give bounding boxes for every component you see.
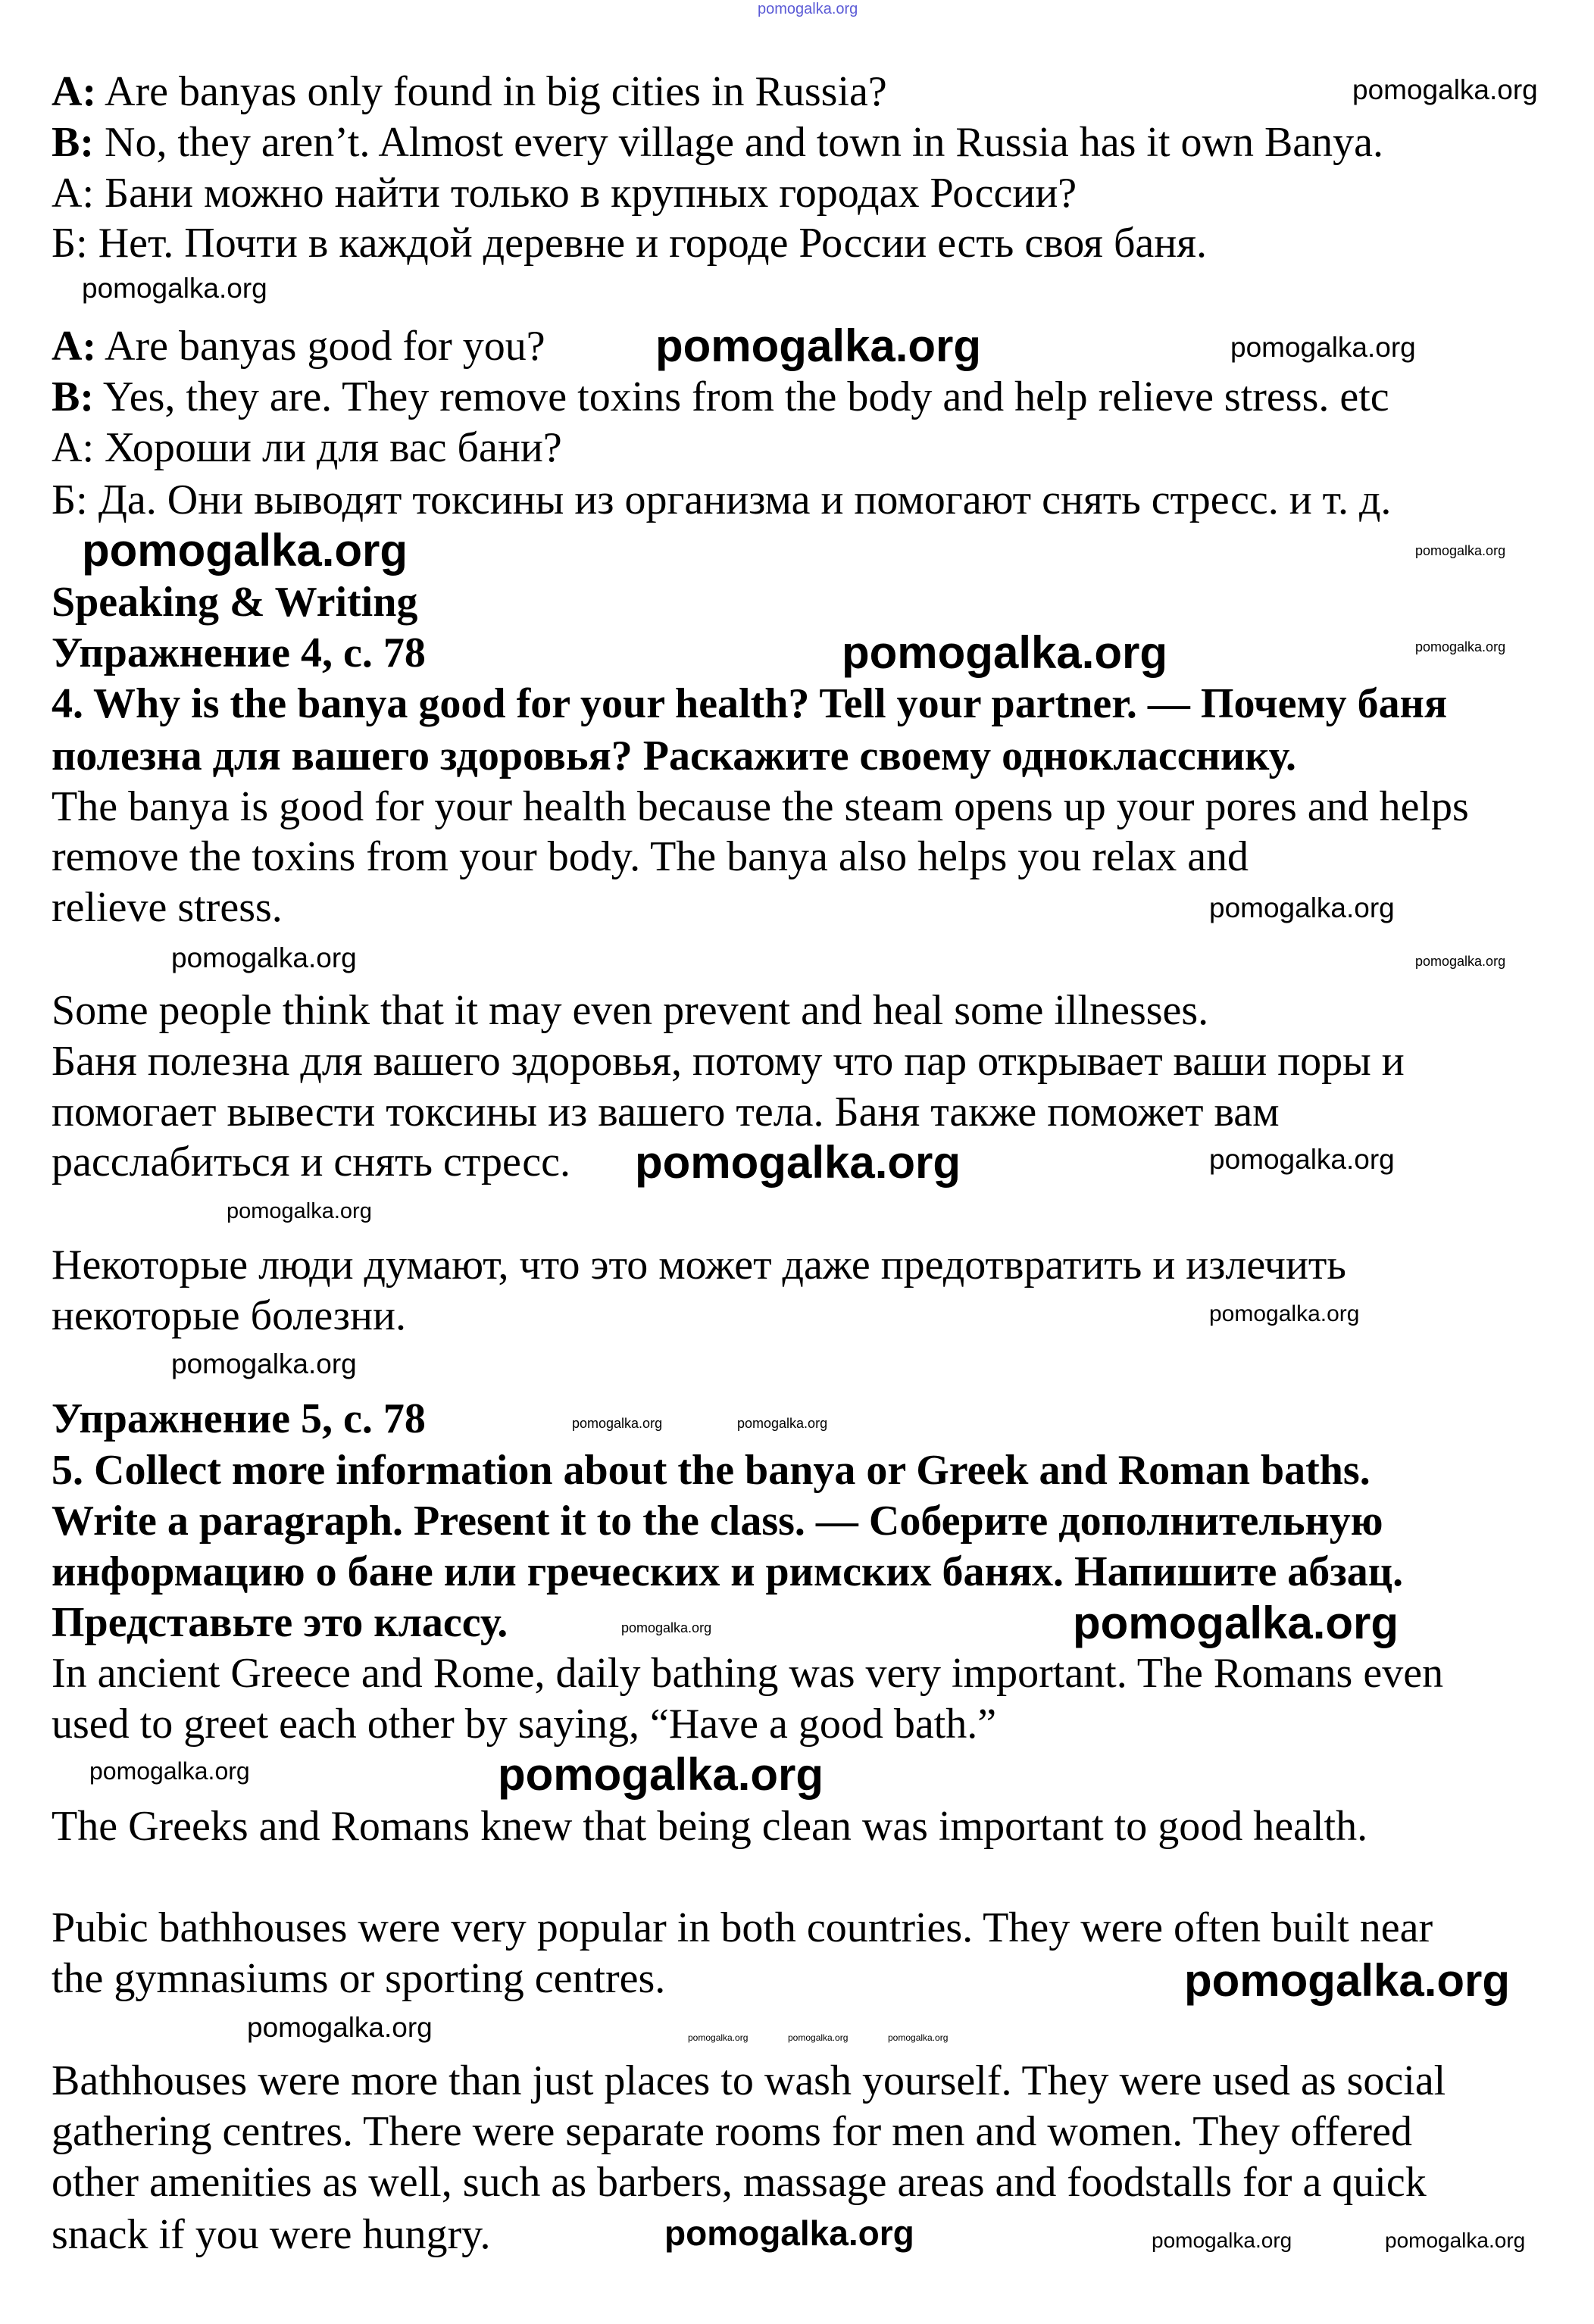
exercise-5-task: 5. Collect more information about the banya or Greek and Roman baths. [52,1447,1371,1494]
watermark: pomogalka.org [227,1199,372,1223]
section-heading: Speaking & Writing [52,579,418,626]
dialogue-line-b2-ru: Б: Да. Они выводят токсины из организма и помогают снять стресс. и т. д. [52,476,1392,523]
watermark: pomogalka.org [171,1348,357,1379]
watermark: pomogalka.org [1152,2229,1292,2252]
watermark: pomogalka.org [621,1620,712,1635]
watermark: pomogalka.org [1230,332,1416,363]
exercise-5-heading: Упражнение 5, с. 78 [52,1395,426,1442]
answer-line-ru: Баня полезна для вашего здоровья, потому что пар открывает ваши поры и [52,1038,1405,1085]
dialogue-line-b1 [52,117,1383,168]
watermark: pomogalka.org [737,1416,828,1431]
answer-line: used to greet each other by saying, “Have a good bath.” [52,1701,997,1748]
line-text: No, they aren’t. Almost every village and town in Russia has it own Banya. [94,119,1384,166]
watermark: pomogalka.org [1385,2229,1526,2252]
watermark: pomogalka.org [572,1416,663,1431]
answer-line: The banya is good for your health because the steam opens up your pores and helps [52,783,1469,830]
answer-line: Some people think that it may even prevent and heal some illnesses. [52,987,1209,1034]
answer-line: snack if you were hungry. [52,2211,491,2258]
watermark: pomogalka.org [1184,1955,1511,2006]
watermark: pomogalka.org [758,1,858,17]
dialogue-line-a1-ru: А: Бани можно найти только в крупных городах России? [52,170,1077,217]
exercise-4-heading: Упражнение 4, с. 78 [52,629,426,676]
line-text: Are banyas only found in big cities in Russia? [96,68,887,115]
answer-line-ru: помогает вывести токсины из вашего тела. Баня также поможет вам [52,1089,1280,1135]
dialogue-line-a1 [52,67,887,117]
speaker-label: B: [52,119,94,166]
watermark: pomogalka.org [1415,639,1506,654]
answer-line: Bathhouses were more than just places to wash yourself. They were used as social [52,2057,1446,2104]
line-text: Yes, they are. They remove toxins from the body and help relieve stress. etc [94,373,1389,420]
watermark: pomogalka.org [1352,74,1538,105]
dialogue-line-b1-ru: Б: Нет. Почти в каждой деревне и городе России есть своя баня. [52,220,1208,267]
watermark: pomogalka.org [89,1757,250,1785]
watermark: pomogalka.org [1209,1301,1360,1326]
dialogue-line-b2 [52,372,1389,423]
answer-line: The Greeks and Romans knew that being clean was important to good health. [52,1803,1368,1850]
speaker-label: A: [52,323,97,370]
watermark: pomogalka.org [1415,543,1506,558]
speaker-label: A: [52,68,97,115]
watermark: pomogalka.org [842,627,1168,678]
dialogue-line-a2 [52,321,545,372]
watermark: pomogalka.org [1415,954,1506,969]
answer-line-ru: расслабиться и снять стресс. [52,1139,570,1185]
watermark: pomogalka.org [664,2213,914,2253]
exercise-5-task: Write a paragraph. Present it to the class. — Соберите дополнительную [52,1498,1383,1545]
watermark: pomogalka.org [688,2032,749,2043]
answer-line-ru: Некоторые люди думают, что это может даже предотвратить и излечить [52,1242,1346,1289]
exercise-5-task: информацию о бане или греческих и римских банях. Напишите абзац. [52,1548,1404,1595]
watermark: pomogalka.org [635,1137,961,1188]
answer-line: remove the toxins from your body. The banya also helps you relax and [52,833,1249,880]
watermark: pomogalka.org [655,320,982,371]
answer-line: Pubic bathhouses were very popular in both countries. They were often built near [52,1904,1433,1951]
answer-line: gathering centres. There were separate rooms for men and women. They offered [52,2108,1412,2155]
watermark: pomogalka.org [247,2012,433,2043]
watermark: pomogalka.org [171,942,357,973]
line-text: Are banyas good for you? [96,323,545,370]
exercise-4-task: 4. Why is the banya good for your health? Tell your partner. — Почему баня [52,680,1448,727]
watermark: pomogalka.org [498,1749,824,1800]
answer-line: the gymnasiums or sporting centres. [52,1955,666,2002]
watermark: pomogalka.org [1209,1144,1395,1175]
answer-line: In ancient Greece and Rome, daily bathing was very important. The Romans even [52,1650,1444,1697]
answer-line: other amenities as well, such as barbers, massage areas and foodstalls for a quick [52,2159,1427,2206]
answer-line-ru: некоторые болезни. [52,1292,406,1339]
speaker-label: B: [52,373,94,420]
watermark: pomogalka.org [82,273,267,304]
watermark: pomogalka.org [1209,892,1395,923]
watermark: pomogalka.org [788,2032,849,2043]
watermark: pomogalka.org [82,525,408,576]
watermark: pomogalka.org [1073,1598,1399,1648]
watermark: pomogalka.org [888,2032,949,2043]
answer-line: relieve stress. [52,884,283,931]
exercise-5-task: Представьте это классу. [52,1599,508,1646]
exercise-4-task: полезна для вашего здоровья? Раскажите своему однокласснику. [52,732,1296,779]
dialogue-line-a2-ru: А: Хороши ли для вас бани? [52,424,562,471]
